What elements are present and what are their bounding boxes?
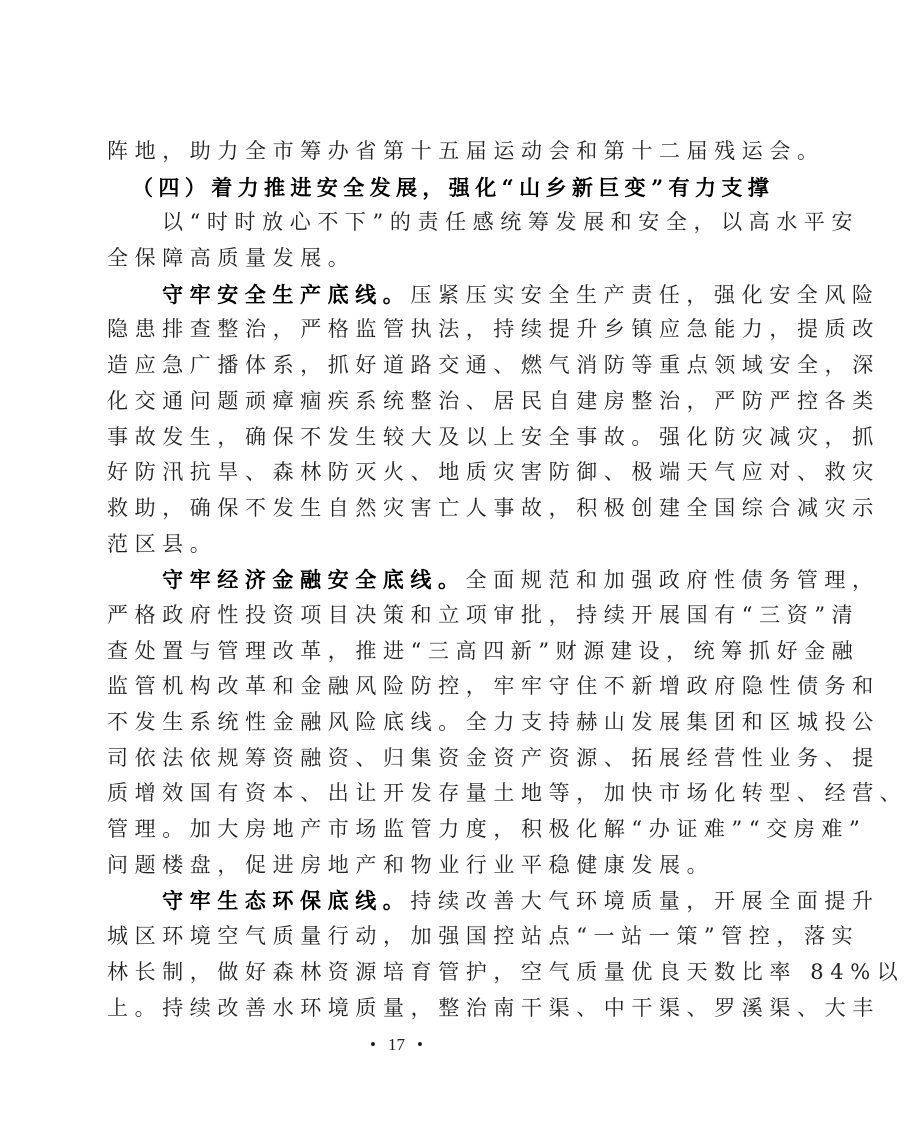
text-line: 以“时时放心不下”的责任感统筹发展和安全，以高水平安 [162,210,860,235]
text-line: 林长制，做好森林资源培育管护，空气质量优良天数比率 84%以 [107,959,905,984]
text-line: 不发生系统性金融风险底线。全力支持赫山发展集团和区城投公 [107,710,880,734]
text-span: 全面规范和加强政府性债务管理， [465,568,880,593]
paragraph-lead: 守牢安全生产底线。 [162,281,411,307]
text-line: 监管机构改革和金融风险防控，牢牢守住不新增政府隐性债务和 [107,674,880,699]
paragraph-start [107,277,880,313]
text-line: 全保障高质量发展。 [107,246,356,271]
text-line: 严格政府性投资项目决策和立项审批，持续开展国有“三资”清 [107,602,860,627]
text-line: 隐患排查整治，严格监管执法，持续提升乡镇应急能力，提质改 [107,317,880,342]
page-number-value: 17 [388,1035,405,1054]
text-line: 救助，确保不发生自然灾害亡人事故，积极创建全国综合减灾示 [107,495,880,520]
text-line: 事故发生，确保不发生较大及以上安全事故。强化防灾减灾，抓 [107,424,880,449]
paragraph-lead: 守牢生态环保底线。 [162,888,411,914]
text-line: 质增效国有资本、出让开发存量土地等，加快市场化转型、经营、 [107,781,907,806]
text-line: 管理。加大房地产市场监管力度，积极化解“办证难”“交房难” [107,817,867,842]
section-heading: （四）着力推进安全发展，强化“山乡新巨变”有力支撑 [132,174,775,200]
text-line: 阵地，助力全市筹办省第十五届运动会和第十二届残运会。 [107,139,825,163]
paragraph-start [107,562,880,598]
text-line: 查处置与管理改革，推进“三高四新”财源建设，统筹抓好金融 [107,638,860,663]
text-line: 化交通问题顽瘴痼疾系统整治、居民自建房整治，严防严控各类 [107,388,880,413]
page-number [0,1035,793,1055]
page-number-dot: • [370,1035,376,1054]
text-line: 城区环境空气质量行动，加强国控站点“一站一策”管控，落实 [107,924,860,949]
page-number-dot: • [417,1035,423,1054]
text-line: 上。持续改善水环境质量，整治南干渠、中干渠、罗溪渠、大丰 [107,995,880,1020]
text-line: 好防汛抗旱、森林防灭火、地质灾害防御、极端天气应对、救灾 [107,460,880,485]
text-line: 造应急广播体系，抓好道路交通、燃气消防等重点领域安全，深 [107,353,880,378]
text-span: 压紧压实安全生产责任，强化安全风险 [410,282,880,307]
body-text [107,134,907,1026]
text-line: 司依法依规筹资融资、归集资金资产资源、拓展经营性业务、提 [107,745,880,770]
paragraph-lead: 守牢经济金融安全底线。 [162,567,466,593]
text-line: 问题楼盘，促进房地产和物业行业平稳健康发展。 [107,852,715,877]
paragraph-start [107,883,880,919]
text-line: 范区县。 [107,531,218,556]
text-span: 持续改善大气环境质量，开展全面提升 [410,889,880,914]
